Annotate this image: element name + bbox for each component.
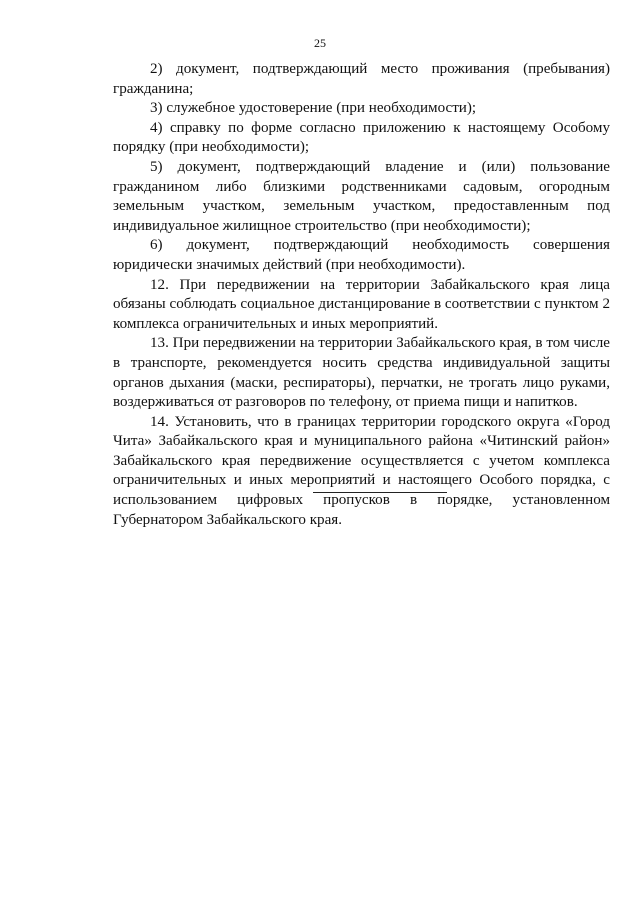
clause-13-protective-equipment: 13. При передвижении на территории Забайкальского края, в том числе в транспорте, рекомендуется носить средства индивидуальной защиты органов дыхания (маски, респираторы), перчатки, не трогать лицо руками, воздерживаться от разговоров по телефону, от приема пищи и напитков. — [113, 335, 610, 411]
list-item-certificate-form: 4) справку по форме согласно приложению к настоящему Особому порядку (при необходимости); — [113, 119, 610, 156]
list-item-document-residence: 2) документ, подтверждающий место проживания (пребывания) гражданина; — [113, 61, 610, 97]
list-item-service-id: 3) служебное удостоверение (при необходимости); — [150, 100, 477, 117]
page-number: 25 — [314, 36, 326, 50]
end-of-document-rule — [313, 492, 447, 493]
clause-12-social-distancing: 12. При передвижении на территории Забайкальского края лица обязаны соблюдать социальное дистанцирование в соответствии с пунктом 2 комплекса ограничительных и иных мероприятий. — [113, 276, 610, 332]
document-body — [113, 60, 610, 530]
clause-14-digital-passes: 14. Установить, что в границах территории городского округа «Город Чита» Забайкальского края и муниципального района «Читинский район» Забайкальского края передвижение осуществляется с учетом комплекса ограничительных и иных мероприятий и настоящего Особого порядка, с использованием цифровых пропусков в порядке, установленном Губернатором Забайкальского края. — [113, 413, 610, 528]
list-item-land-plot-document: 5) документ, подтверждающий владение и (или) пользование гражданином либо близкими родственниками садовым, огородным земельным участком, земельным участком, предоставленным под индивидуальное жилищное строительство (при необходимости); — [113, 158, 610, 234]
list-item-legal-actions-document: 6) документ, подтверждающий необходимость совершения юридически значимых действий (при необходимости). — [113, 237, 610, 273]
